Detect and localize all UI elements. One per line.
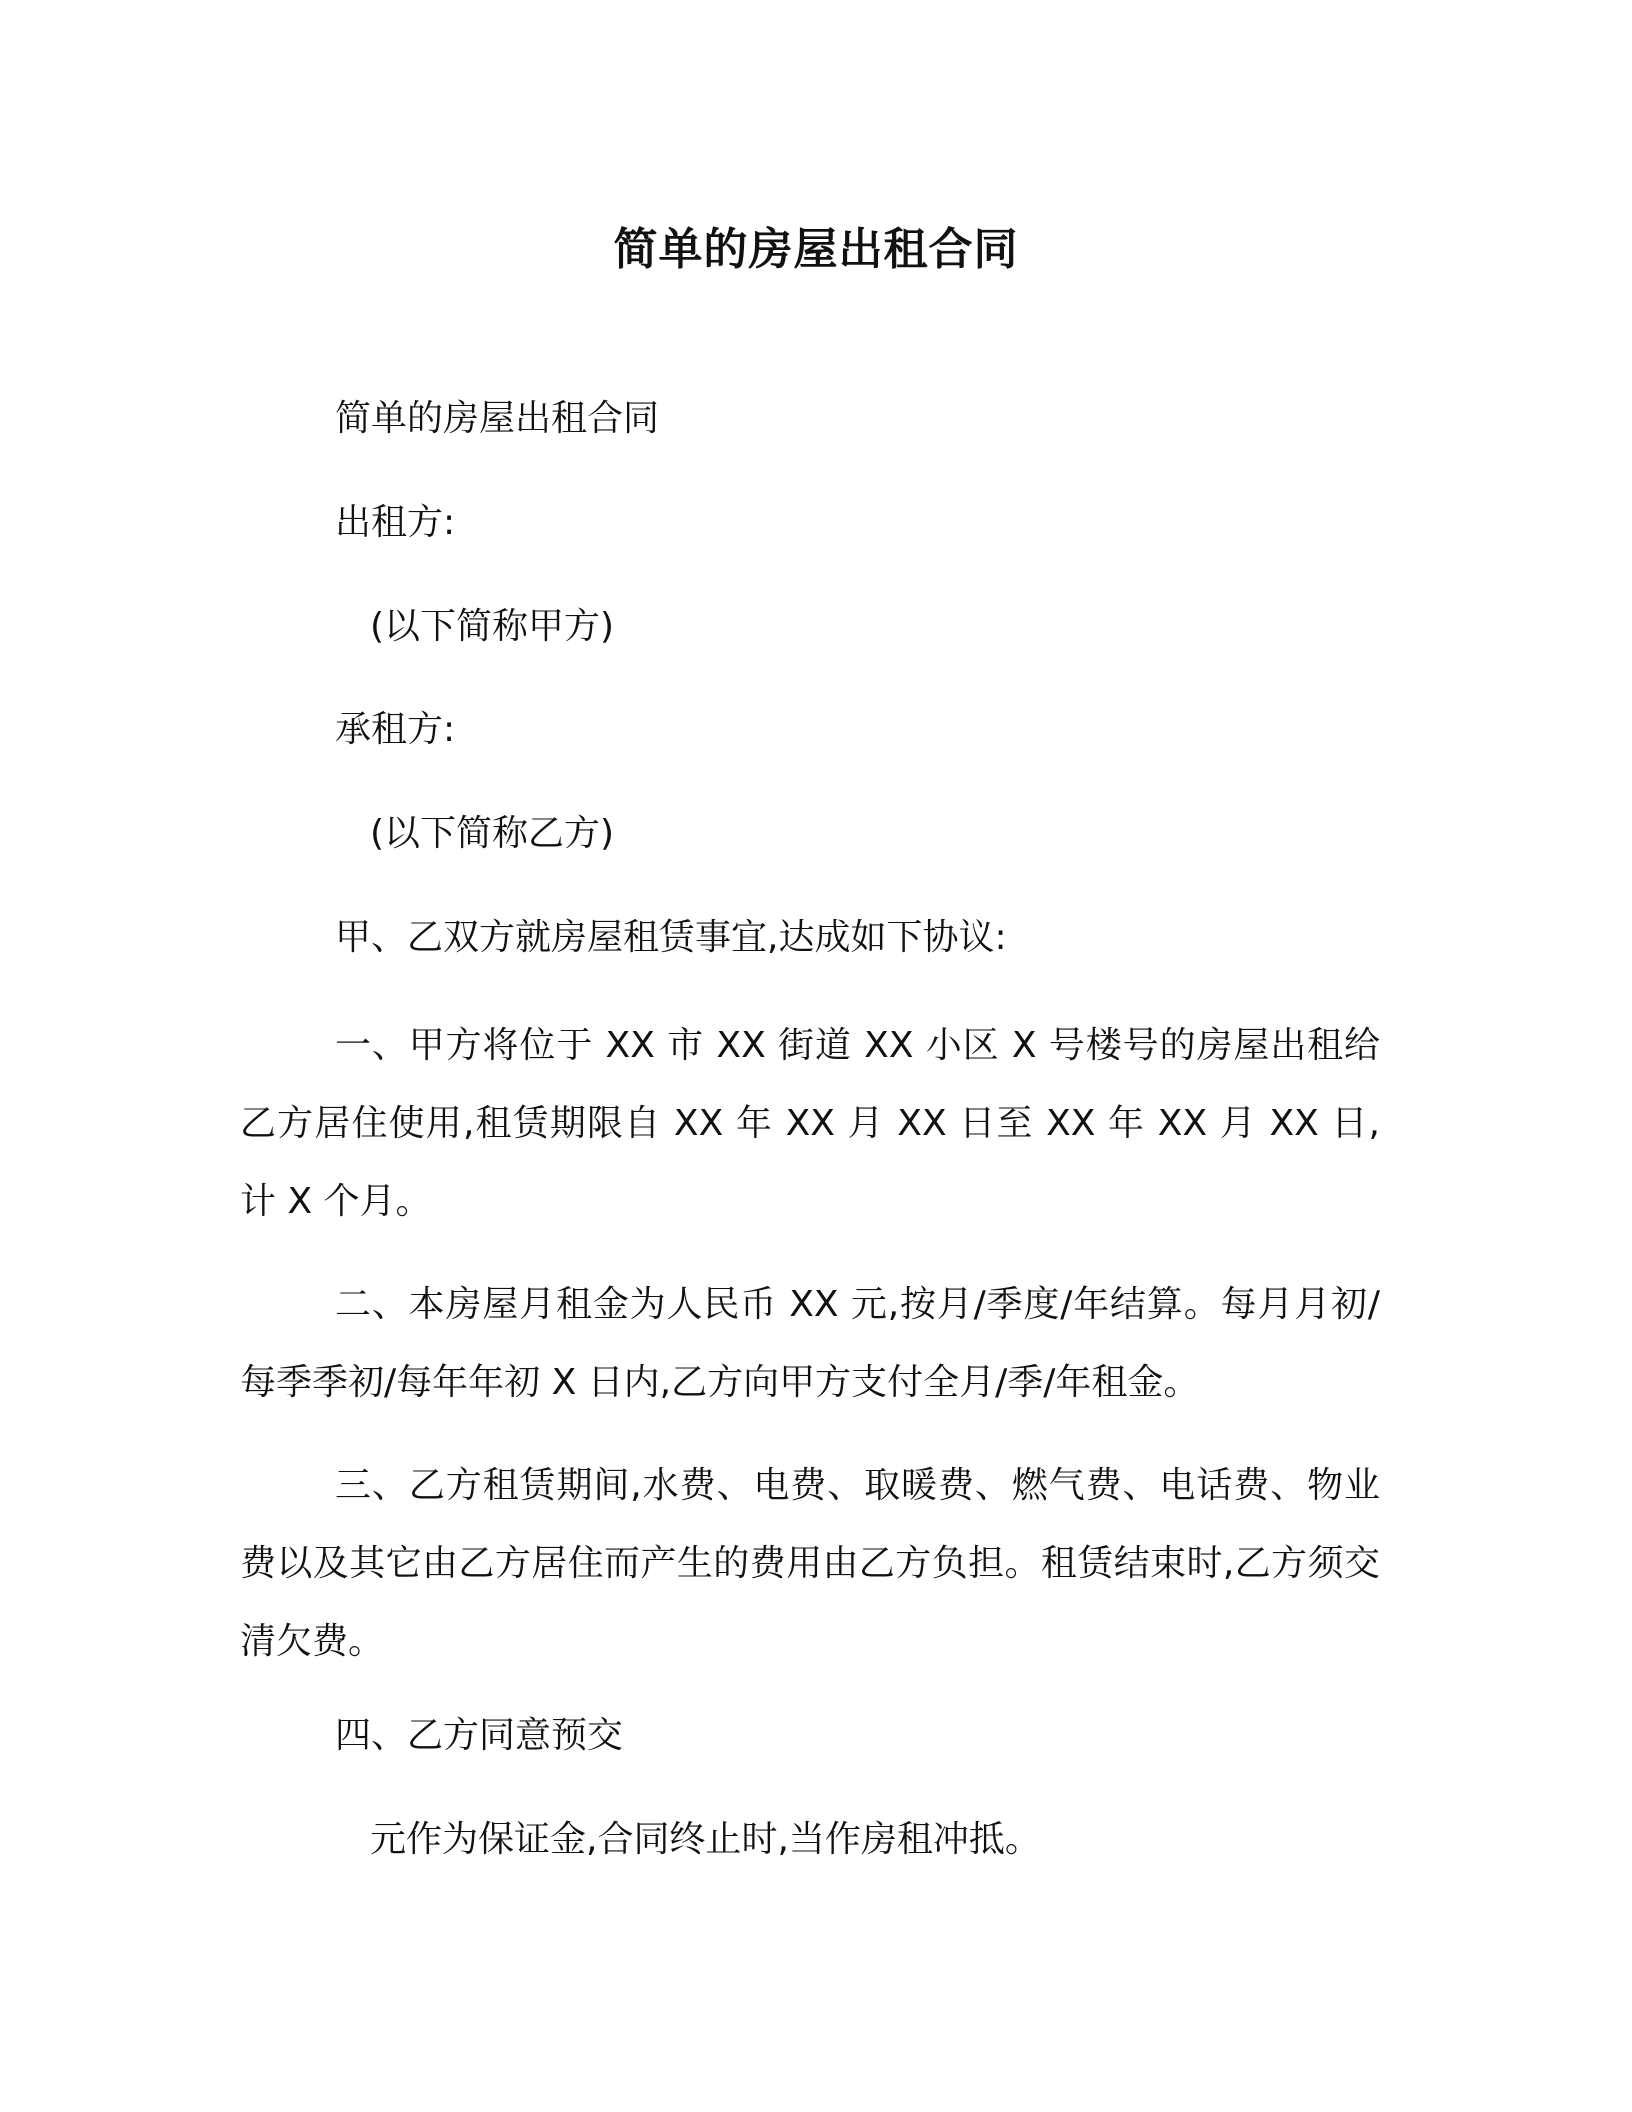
lessor-label: 出租方: (335, 502, 456, 543)
agreement-intro: 甲、乙双方就房屋租赁事宜,达成如下协议: (335, 917, 1007, 958)
lessor-note: (以下简称甲方) (370, 606, 615, 647)
clause-2: 二、本房屋月租金为人民币 XX 元,按月/季度/年结算。每月月初/每季季初/每年年初 X 日内,乙方向甲方支付全月/季/年租金。 (240, 1284, 1380, 1403)
deposit-line: 元作为保证金,合同终止时,当作房租冲抵。 (370, 1819, 1041, 1860)
document-subtitle: 简单的房屋出租合同 (335, 398, 660, 439)
lessee-note: (以下简称乙方) (370, 813, 615, 854)
clause-3: 三、乙方租赁期间,水费、电费、取暖费、燃气费、电话费、物业费以及其它由乙方居住而产生的费用由乙方负担。租赁结束时,乙方须交清欠费。 (240, 1465, 1380, 1662)
clause-1: 一、甲方将位于 XX 市 XX 街道 XX 小区 X 号楼号的房屋出租给乙方居住使用,租赁期限自 XX 年 XX 月 XX 日至 XX 年 XX 月 XX 日,计 X 个月。 (240, 1025, 1380, 1222)
clause-4: 四、乙方同意预交 (335, 1715, 624, 1756)
document-title: 简单的房屋出租合同 (613, 224, 1019, 275)
lessee-label: 承租方: (335, 709, 456, 750)
